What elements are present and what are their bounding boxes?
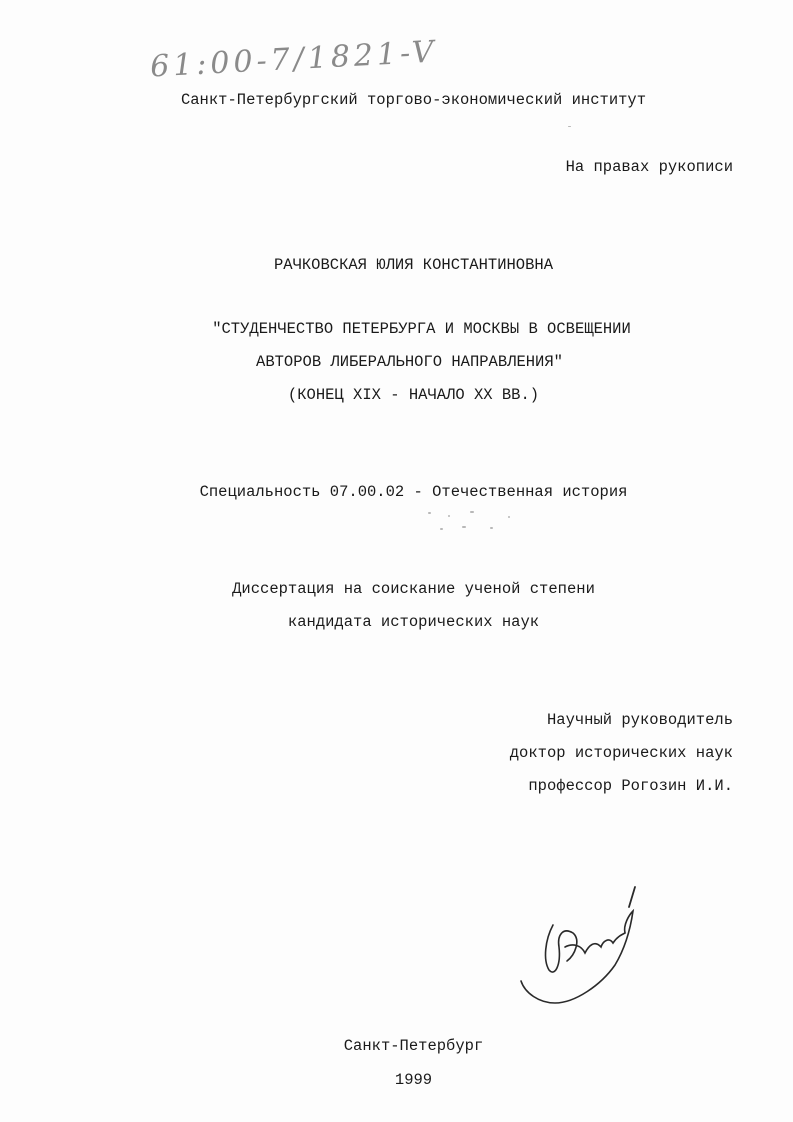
supervisor-line-2: доктор исторических наук xyxy=(509,744,733,762)
title-line-1: "СТУДЕНЧЕСТВО ПЕТЕРБУРГА И МОСКВЫ В ОСВЕЩЕНИИ xyxy=(212,320,631,338)
scan-speck xyxy=(508,516,510,518)
scan-speck xyxy=(568,126,571,127)
city: Санкт-Петербург xyxy=(343,1037,484,1055)
supervisor-line-1: Научный руководитель xyxy=(546,711,733,729)
author-name: РАЧКОВСКАЯ ЮЛИЯ КОНСТАНТИНОВНА xyxy=(273,256,554,274)
scan-speck xyxy=(490,527,493,529)
title-line-3: (КОНЕЦ XIX - НАЧАЛО XX ВВ.) xyxy=(287,386,540,404)
supervisor-line-3: профессор Рогозин И.И. xyxy=(528,777,733,795)
manuscript-rights-note: На правах рукописи xyxy=(565,158,733,176)
speciality-line: Специальность 07.00.02 - Отечественная история xyxy=(199,483,628,501)
scan-speck xyxy=(462,526,466,528)
institution-name: Санкт-Петербургский торгово-экономический институт xyxy=(180,91,647,109)
year: 1999 xyxy=(394,1071,433,1089)
title-line-2: АВТОРОВ ЛИБЕРАЛЬНОГО НАПРАВЛЕНИЯ" xyxy=(256,353,563,371)
scan-speck xyxy=(448,515,450,517)
degree-line-1: Диссертация на соискание ученой степени xyxy=(232,580,595,598)
scan-speck xyxy=(440,528,443,530)
scan-speck xyxy=(470,511,474,513)
degree-line-2: кандидата исторических наук xyxy=(287,613,540,631)
handwritten-archive-code: 61:00-7/1821-V xyxy=(149,34,439,85)
scan-speck xyxy=(428,512,431,514)
handwritten-signature xyxy=(515,885,650,1015)
